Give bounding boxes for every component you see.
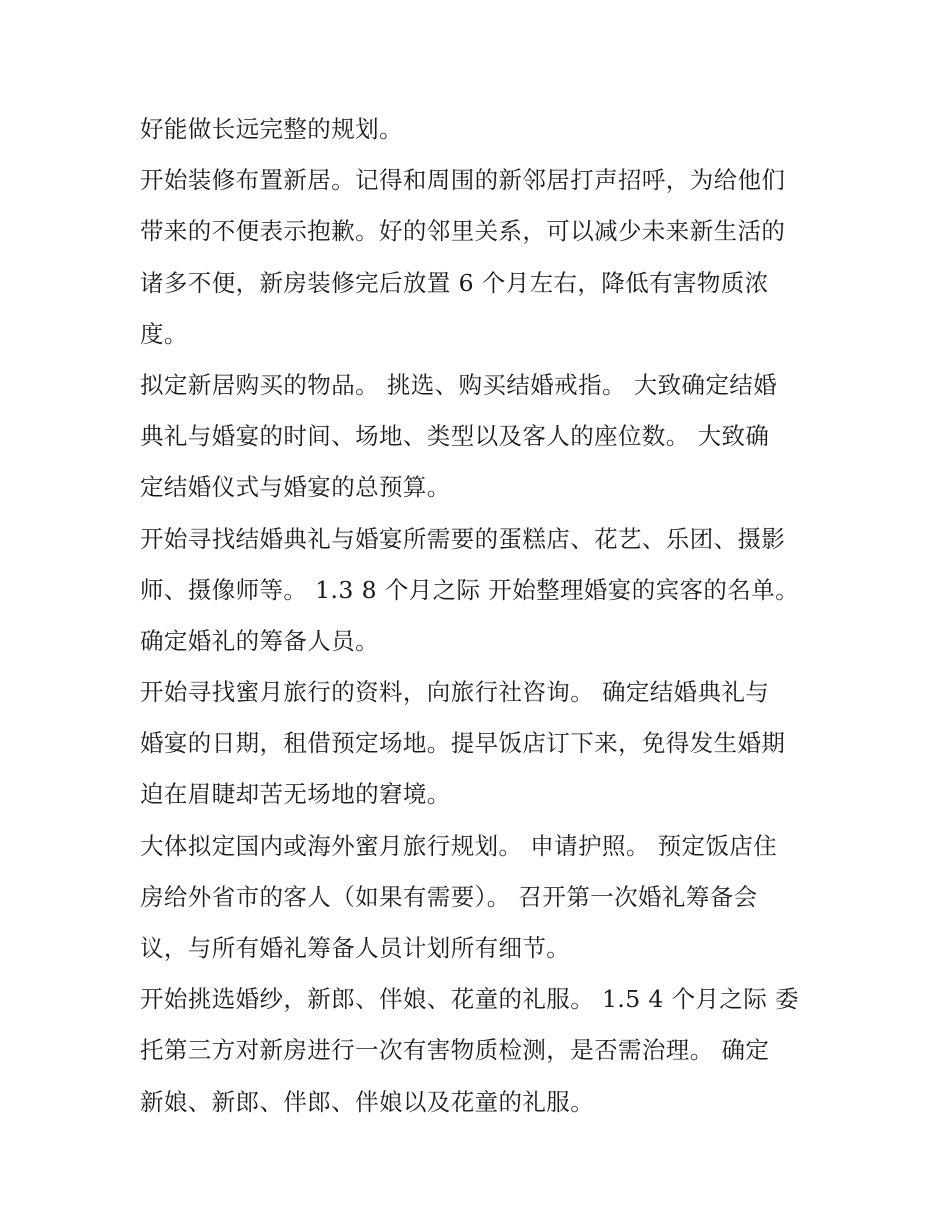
text-line: 诸多不便，新房装修完后放置 6 个月左右，降低有害物质浓 — [140, 268, 769, 297]
text-line: 度。 — [140, 319, 188, 348]
text-line: 房给外省市的客人（如果有需要）。 召开第一次婚礼筹备会 — [140, 882, 758, 911]
text-line: 开始寻找结婚典礼与婚宴所需要的蛋糕店、花艺、乐团、摄影 — [140, 524, 786, 553]
text-line: 婚宴的日期，租借预定场地。提早饭店订下来，免得发生婚期 — [140, 729, 786, 758]
text-line: 带来的不便表示抱歉。好的邻里关系，可以减少未来新生活的 — [140, 217, 786, 246]
text-line: 好能做长远完整的规划。 — [140, 115, 403, 143]
document-body — [140, 104, 830, 1128]
text-line: 议，与所有婚礼筹备人员计划所有细节。 — [140, 934, 571, 962]
text-line: 开始挑选婚纱，新郎、伴娘、花童的礼服。 1.5 4 个月之际 委 — [140, 985, 800, 1014]
text-line: 定结婚仪式与婚宴的总预算。 — [140, 473, 451, 502]
text-line: 开始寻找蜜月旅行的资料，向旅行社咨询。 确定结婚典礼与 — [140, 678, 770, 707]
text-line: 拟定新居购买的物品。 挑选、购买结婚戒指。 大致确定结婚 — [140, 370, 778, 399]
text-line: 托第三方对新房进行一次有害物质检测，是否需治理。 确定 — [140, 1036, 770, 1065]
text-line: 开始装修布置新居。记得和周围的新邻居打声招呼，为给他们 — [140, 166, 786, 195]
text-line: 新娘、新郎、伴郎、伴娘以及花童的礼服。 — [140, 1087, 595, 1116]
text-line: 迫在眉睫却苦无场地的窘境。 — [140, 780, 451, 809]
text-line: 典礼与婚宴的时间、场地、类型以及客人的座位数。 大致确 — [140, 422, 770, 451]
text-line: 确定婚礼的筹备人员。 — [140, 626, 379, 655]
text-line: 大体拟定国内或海外蜜月旅行规划。 申请护照。 预定饭店住 — [140, 831, 778, 860]
text-line: 师、摄像师等。 1.3 8 个月之际 开始整理婚宴的宾客的名单。 — [140, 575, 800, 604]
